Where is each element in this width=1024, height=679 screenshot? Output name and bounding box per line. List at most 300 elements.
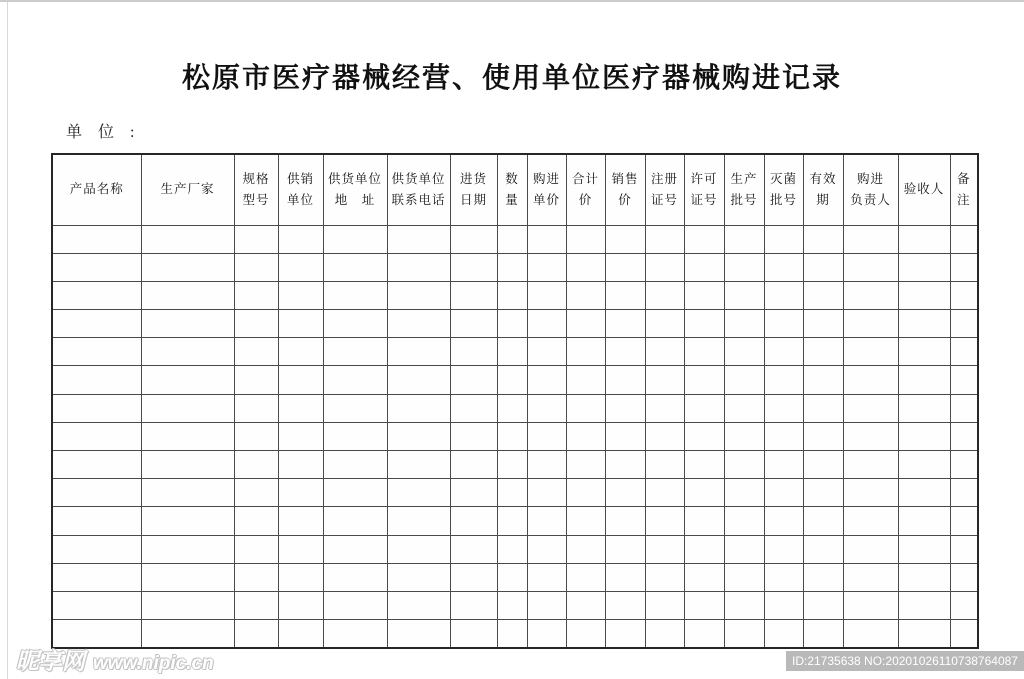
empty-cell-registration-no [645, 338, 684, 366]
unit-label: 单 位 : [66, 124, 141, 141]
empty-cell-inspector [898, 310, 950, 338]
empty-cell-remarks [950, 366, 978, 394]
table-row [52, 451, 978, 479]
empty-cell-sale-price [605, 620, 645, 648]
empty-cell-quantity [497, 253, 527, 281]
empty-cell-remarks [950, 563, 978, 591]
empty-cell-supplier-phone [387, 338, 450, 366]
empty-cell-supplier-address [323, 225, 387, 253]
empty-cell-sterilization-batch [764, 281, 803, 309]
empty-cell-sterilization-batch [764, 507, 803, 535]
empty-cell-production-batch [724, 422, 764, 450]
empty-cell-purchase-unit-price [527, 507, 566, 535]
empty-cell-purchase-unit-price [527, 479, 566, 507]
empty-cell-inspector [898, 253, 950, 281]
empty-cell-supplier-address [323, 479, 387, 507]
empty-cell-purchase-unit-price [527, 620, 566, 648]
empty-cell-purchase-date [450, 479, 497, 507]
empty-cell-product-name [52, 422, 141, 450]
empty-cell-registration-no [645, 563, 684, 591]
empty-cell-purchase-manager [843, 394, 898, 422]
empty-cell-quantity [497, 225, 527, 253]
empty-cell-product-name [52, 591, 141, 619]
empty-cell-registration-no [645, 366, 684, 394]
empty-cell-total-price [566, 281, 605, 309]
empty-cell-remarks [950, 479, 978, 507]
empty-cell-license-no [684, 394, 724, 422]
empty-cell-supplier-address [323, 253, 387, 281]
empty-cell-supplier-address [323, 535, 387, 563]
empty-cell-quantity [497, 507, 527, 535]
empty-cell-production-batch [724, 310, 764, 338]
empty-cell-sterilization-batch [764, 422, 803, 450]
empty-cell-total-price [566, 620, 605, 648]
table-row [52, 479, 978, 507]
empty-cell-sale-price [605, 281, 645, 309]
empty-cell-license-no [684, 225, 724, 253]
column-header-product-name: 产品名称 [52, 154, 141, 225]
empty-cell-quantity [497, 620, 527, 648]
empty-cell-sale-price [605, 366, 645, 394]
empty-cell-inspector [898, 366, 950, 394]
empty-cell-manufacturer [141, 563, 234, 591]
empty-cell-expiry-date [803, 620, 843, 648]
column-header-license-no: 许可 证号 [684, 154, 724, 225]
empty-cell-inspector [898, 225, 950, 253]
empty-cell-total-price [566, 366, 605, 394]
column-header-purchase-manager: 购进 负责人 [843, 154, 898, 225]
empty-cell-purchase-date [450, 591, 497, 619]
empty-cell-total-price [566, 535, 605, 563]
empty-cell-supply-unit [278, 394, 323, 422]
empty-cell-inspector [898, 507, 950, 535]
empty-cell-license-no [684, 535, 724, 563]
column-header-spec-model: 规格 型号 [234, 154, 278, 225]
empty-cell-product-name [52, 563, 141, 591]
empty-cell-license-no [684, 310, 724, 338]
empty-cell-supply-unit [278, 366, 323, 394]
empty-cell-purchase-date [450, 620, 497, 648]
empty-cell-manufacturer [141, 422, 234, 450]
empty-cell-spec-model [234, 507, 278, 535]
empty-cell-registration-no [645, 620, 684, 648]
empty-cell-sale-price [605, 451, 645, 479]
empty-cell-sale-price [605, 310, 645, 338]
table-row [52, 535, 978, 563]
empty-cell-license-no [684, 591, 724, 619]
scan-edge-top [0, 0, 1024, 2]
empty-cell-supplier-phone [387, 310, 450, 338]
empty-cell-license-no [684, 366, 724, 394]
column-header-supply-unit: 供销 单位 [278, 154, 323, 225]
empty-cell-purchase-manager [843, 535, 898, 563]
empty-cell-product-name [52, 338, 141, 366]
empty-cell-inspector [898, 394, 950, 422]
empty-cell-supply-unit [278, 479, 323, 507]
column-header-purchase-unit-price: 购进 单价 [527, 154, 566, 225]
empty-cell-inspector [898, 563, 950, 591]
empty-cell-license-no [684, 338, 724, 366]
empty-cell-purchase-unit-price [527, 281, 566, 309]
empty-cell-inspector [898, 451, 950, 479]
empty-cell-total-price [566, 253, 605, 281]
empty-cell-product-name [52, 479, 141, 507]
empty-cell-supplier-phone [387, 422, 450, 450]
table-row [52, 310, 978, 338]
empty-cell-product-name [52, 310, 141, 338]
empty-cell-production-batch [724, 591, 764, 619]
purchase-record-table [51, 153, 979, 649]
empty-cell-production-batch [724, 366, 764, 394]
empty-cell-production-batch [724, 338, 764, 366]
empty-cell-purchase-manager [843, 563, 898, 591]
empty-cell-license-no [684, 620, 724, 648]
empty-cell-spec-model [234, 366, 278, 394]
empty-cell-production-batch [724, 563, 764, 591]
empty-cell-purchase-date [450, 281, 497, 309]
empty-cell-manufacturer [141, 225, 234, 253]
empty-cell-purchase-unit-price [527, 225, 566, 253]
empty-cell-sale-price [605, 394, 645, 422]
empty-cell-remarks [950, 253, 978, 281]
empty-cell-registration-no [645, 225, 684, 253]
empty-cell-purchase-manager [843, 338, 898, 366]
empty-cell-license-no [684, 281, 724, 309]
empty-cell-supplier-address [323, 563, 387, 591]
empty-cell-total-price [566, 310, 605, 338]
empty-cell-total-price [566, 451, 605, 479]
empty-cell-manufacturer [141, 591, 234, 619]
empty-cell-registration-no [645, 394, 684, 422]
empty-cell-registration-no [645, 507, 684, 535]
empty-cell-spec-model [234, 535, 278, 563]
watermark-site-name: 昵享网 [16, 648, 85, 674]
empty-cell-purchase-date [450, 225, 497, 253]
empty-cell-manufacturer [141, 535, 234, 563]
empty-cell-purchase-manager [843, 591, 898, 619]
table-row [52, 253, 978, 281]
empty-cell-spec-model [234, 422, 278, 450]
empty-cell-sterilization-batch [764, 366, 803, 394]
empty-cell-purchase-date [450, 422, 497, 450]
column-header-supplier-address: 供货单位 地 址 [323, 154, 387, 225]
column-header-expiry-date: 有效 期 [803, 154, 843, 225]
empty-cell-inspector [898, 620, 950, 648]
empty-cell-remarks [950, 225, 978, 253]
empty-cell-registration-no [645, 479, 684, 507]
empty-cell-total-price [566, 394, 605, 422]
empty-cell-license-no [684, 507, 724, 535]
empty-cell-production-batch [724, 281, 764, 309]
empty-cell-sale-price [605, 507, 645, 535]
empty-cell-purchase-unit-price [527, 535, 566, 563]
table-row [52, 591, 978, 619]
empty-cell-purchase-manager [843, 366, 898, 394]
empty-cell-spec-model [234, 225, 278, 253]
empty-cell-sale-price [605, 479, 645, 507]
empty-cell-supplier-phone [387, 366, 450, 394]
empty-cell-production-batch [724, 620, 764, 648]
empty-cell-sterilization-batch [764, 563, 803, 591]
empty-cell-purchase-date [450, 563, 497, 591]
empty-cell-supply-unit [278, 338, 323, 366]
empty-cell-purchase-unit-price [527, 366, 566, 394]
empty-cell-production-batch [724, 394, 764, 422]
empty-cell-sterilization-batch [764, 591, 803, 619]
column-header-total-price: 合计 价 [566, 154, 605, 225]
empty-cell-spec-model [234, 620, 278, 648]
empty-cell-supply-unit [278, 310, 323, 338]
empty-cell-purchase-manager [843, 422, 898, 450]
empty-cell-supplier-phone [387, 535, 450, 563]
column-header-registration-no: 注册 证号 [645, 154, 684, 225]
empty-cell-expiry-date [803, 253, 843, 281]
empty-cell-remarks [950, 394, 978, 422]
empty-cell-total-price [566, 507, 605, 535]
empty-cell-expiry-date [803, 451, 843, 479]
empty-cell-purchase-unit-price [527, 253, 566, 281]
empty-cell-supplier-address [323, 366, 387, 394]
page-title: 松原市医疗器械经营、使用单位医疗器械购进记录 [181, 63, 842, 94]
empty-cell-sale-price [605, 563, 645, 591]
empty-cell-production-batch [724, 225, 764, 253]
empty-cell-sterilization-batch [764, 310, 803, 338]
empty-cell-license-no [684, 422, 724, 450]
empty-cell-quantity [497, 281, 527, 309]
watermark-site-url: www.nipic.cn [93, 653, 214, 674]
empty-cell-purchase-unit-price [527, 338, 566, 366]
empty-cell-spec-model [234, 338, 278, 366]
empty-cell-purchase-date [450, 310, 497, 338]
empty-cell-quantity [497, 338, 527, 366]
empty-cell-supplier-phone [387, 451, 450, 479]
empty-cell-manufacturer [141, 451, 234, 479]
empty-cell-sale-price [605, 338, 645, 366]
table-row [52, 225, 978, 253]
empty-cell-inspector [898, 479, 950, 507]
empty-cell-purchase-unit-price [527, 310, 566, 338]
empty-cell-manufacturer [141, 281, 234, 309]
empty-cell-purchase-date [450, 507, 497, 535]
empty-cell-sale-price [605, 253, 645, 281]
empty-cell-expiry-date [803, 507, 843, 535]
empty-cell-quantity [497, 591, 527, 619]
watermark-id-bar: ID:21735638 NO:20201026110738764087 [786, 651, 1024, 671]
empty-cell-product-name [52, 225, 141, 253]
empty-cell-production-batch [724, 507, 764, 535]
empty-cell-registration-no [645, 253, 684, 281]
empty-cell-quantity [497, 451, 527, 479]
empty-cell-sterilization-batch [764, 479, 803, 507]
empty-cell-supplier-phone [387, 394, 450, 422]
empty-cell-registration-no [645, 591, 684, 619]
empty-cell-purchase-manager [843, 253, 898, 281]
empty-cell-supplier-phone [387, 563, 450, 591]
empty-cell-inspector [898, 338, 950, 366]
empty-cell-supplier-phone [387, 253, 450, 281]
empty-cell-product-name [52, 451, 141, 479]
empty-cell-purchase-date [450, 253, 497, 281]
empty-cell-supply-unit [278, 253, 323, 281]
scan-edge-left [7, 2, 8, 679]
empty-cell-spec-model [234, 451, 278, 479]
empty-cell-purchase-date [450, 535, 497, 563]
empty-cell-quantity [497, 394, 527, 422]
empty-cell-supplier-address [323, 281, 387, 309]
empty-cell-purchase-date [450, 451, 497, 479]
empty-cell-spec-model [234, 591, 278, 619]
empty-cell-supplier-phone [387, 281, 450, 309]
empty-cell-quantity [497, 422, 527, 450]
empty-cell-sale-price [605, 535, 645, 563]
empty-cell-purchase-manager [843, 310, 898, 338]
empty-cell-purchase-manager [843, 225, 898, 253]
empty-cell-purchase-manager [843, 281, 898, 309]
empty-cell-spec-model [234, 479, 278, 507]
empty-cell-production-batch [724, 479, 764, 507]
empty-cell-purchase-manager [843, 620, 898, 648]
empty-cell-purchase-date [450, 366, 497, 394]
empty-cell-production-batch [724, 535, 764, 563]
empty-cell-sale-price [605, 591, 645, 619]
empty-cell-manufacturer [141, 366, 234, 394]
empty-cell-spec-model [234, 281, 278, 309]
empty-cell-manufacturer [141, 479, 234, 507]
empty-cell-sterilization-batch [764, 338, 803, 366]
empty-cell-expiry-date [803, 591, 843, 619]
empty-cell-sterilization-batch [764, 394, 803, 422]
empty-cell-supplier-address [323, 591, 387, 619]
empty-cell-supplier-phone [387, 591, 450, 619]
empty-cell-quantity [497, 563, 527, 591]
empty-cell-product-name [52, 507, 141, 535]
empty-cell-supply-unit [278, 281, 323, 309]
table-row [52, 422, 978, 450]
empty-cell-sterilization-batch [764, 620, 803, 648]
empty-cell-expiry-date [803, 338, 843, 366]
empty-cell-expiry-date [803, 479, 843, 507]
empty-cell-remarks [950, 620, 978, 648]
empty-cell-inspector [898, 535, 950, 563]
empty-cell-remarks [950, 281, 978, 309]
column-header-sterilization-batch: 灭菌 批号 [764, 154, 803, 225]
empty-cell-supply-unit [278, 451, 323, 479]
empty-cell-spec-model [234, 253, 278, 281]
empty-cell-total-price [566, 225, 605, 253]
table-row [52, 366, 978, 394]
empty-cell-sale-price [605, 225, 645, 253]
table-row [52, 338, 978, 366]
empty-cell-license-no [684, 451, 724, 479]
empty-cell-expiry-date [803, 563, 843, 591]
empty-cell-remarks [950, 451, 978, 479]
empty-cell-expiry-date [803, 394, 843, 422]
empty-cell-supplier-phone [387, 479, 450, 507]
empty-cell-purchase-manager [843, 451, 898, 479]
empty-cell-supplier-address [323, 451, 387, 479]
empty-cell-total-price [566, 338, 605, 366]
empty-cell-product-name [52, 366, 141, 394]
empty-cell-remarks [950, 591, 978, 619]
empty-cell-remarks [950, 507, 978, 535]
empty-cell-product-name [52, 281, 141, 309]
empty-cell-supplier-address [323, 310, 387, 338]
empty-cell-purchase-manager [843, 507, 898, 535]
column-header-manufacturer: 生产厂家 [141, 154, 234, 225]
empty-cell-supply-unit [278, 620, 323, 648]
watermark-site [16, 643, 214, 676]
empty-cell-registration-no [645, 310, 684, 338]
empty-cell-total-price [566, 479, 605, 507]
table-row [52, 281, 978, 309]
column-header-supplier-phone: 供货单位 联系电话 [387, 154, 450, 225]
empty-cell-supplier-address [323, 338, 387, 366]
empty-cell-spec-model [234, 310, 278, 338]
empty-cell-license-no [684, 479, 724, 507]
empty-cell-supplier-address [323, 422, 387, 450]
empty-cell-supplier-phone [387, 507, 450, 535]
empty-cell-expiry-date [803, 535, 843, 563]
column-header-inspector: 验收人 [898, 154, 950, 225]
empty-cell-remarks [950, 422, 978, 450]
empty-cell-manufacturer [141, 394, 234, 422]
empty-cell-inspector [898, 591, 950, 619]
empty-cell-expiry-date [803, 310, 843, 338]
empty-cell-purchase-manager [843, 479, 898, 507]
empty-cell-inspector [898, 281, 950, 309]
empty-cell-purchase-unit-price [527, 591, 566, 619]
empty-cell-supply-unit [278, 563, 323, 591]
empty-cell-manufacturer [141, 338, 234, 366]
empty-cell-quantity [497, 479, 527, 507]
empty-cell-purchase-date [450, 338, 497, 366]
empty-cell-supplier-phone [387, 225, 450, 253]
empty-cell-product-name [52, 253, 141, 281]
empty-cell-inspector [898, 422, 950, 450]
empty-cell-remarks [950, 338, 978, 366]
empty-cell-supply-unit [278, 225, 323, 253]
empty-cell-sterilization-batch [764, 451, 803, 479]
empty-cell-quantity [497, 535, 527, 563]
empty-cell-expiry-date [803, 281, 843, 309]
column-header-quantity: 数 量 [497, 154, 527, 225]
empty-cell-expiry-date [803, 366, 843, 394]
empty-cell-supply-unit [278, 591, 323, 619]
empty-cell-spec-model [234, 394, 278, 422]
empty-cell-product-name [52, 394, 141, 422]
empty-cell-manufacturer [141, 253, 234, 281]
empty-cell-sterilization-batch [764, 535, 803, 563]
empty-cell-purchase-date [450, 394, 497, 422]
empty-cell-sterilization-batch [764, 225, 803, 253]
empty-cell-quantity [497, 366, 527, 394]
empty-cell-supplier-address [323, 620, 387, 648]
empty-cell-supplier-phone [387, 620, 450, 648]
column-header-sale-price: 销售 价 [605, 154, 645, 225]
empty-cell-quantity [497, 310, 527, 338]
column-header-remarks: 备 注 [950, 154, 978, 225]
empty-cell-license-no [684, 563, 724, 591]
empty-cell-registration-no [645, 451, 684, 479]
empty-cell-total-price [566, 563, 605, 591]
empty-cell-registration-no [645, 422, 684, 450]
column-header-purchase-date: 进货 日期 [450, 154, 497, 225]
empty-cell-production-batch [724, 253, 764, 281]
empty-cell-purchase-unit-price [527, 422, 566, 450]
table-row [52, 394, 978, 422]
empty-cell-license-no [684, 253, 724, 281]
empty-cell-supply-unit [278, 507, 323, 535]
